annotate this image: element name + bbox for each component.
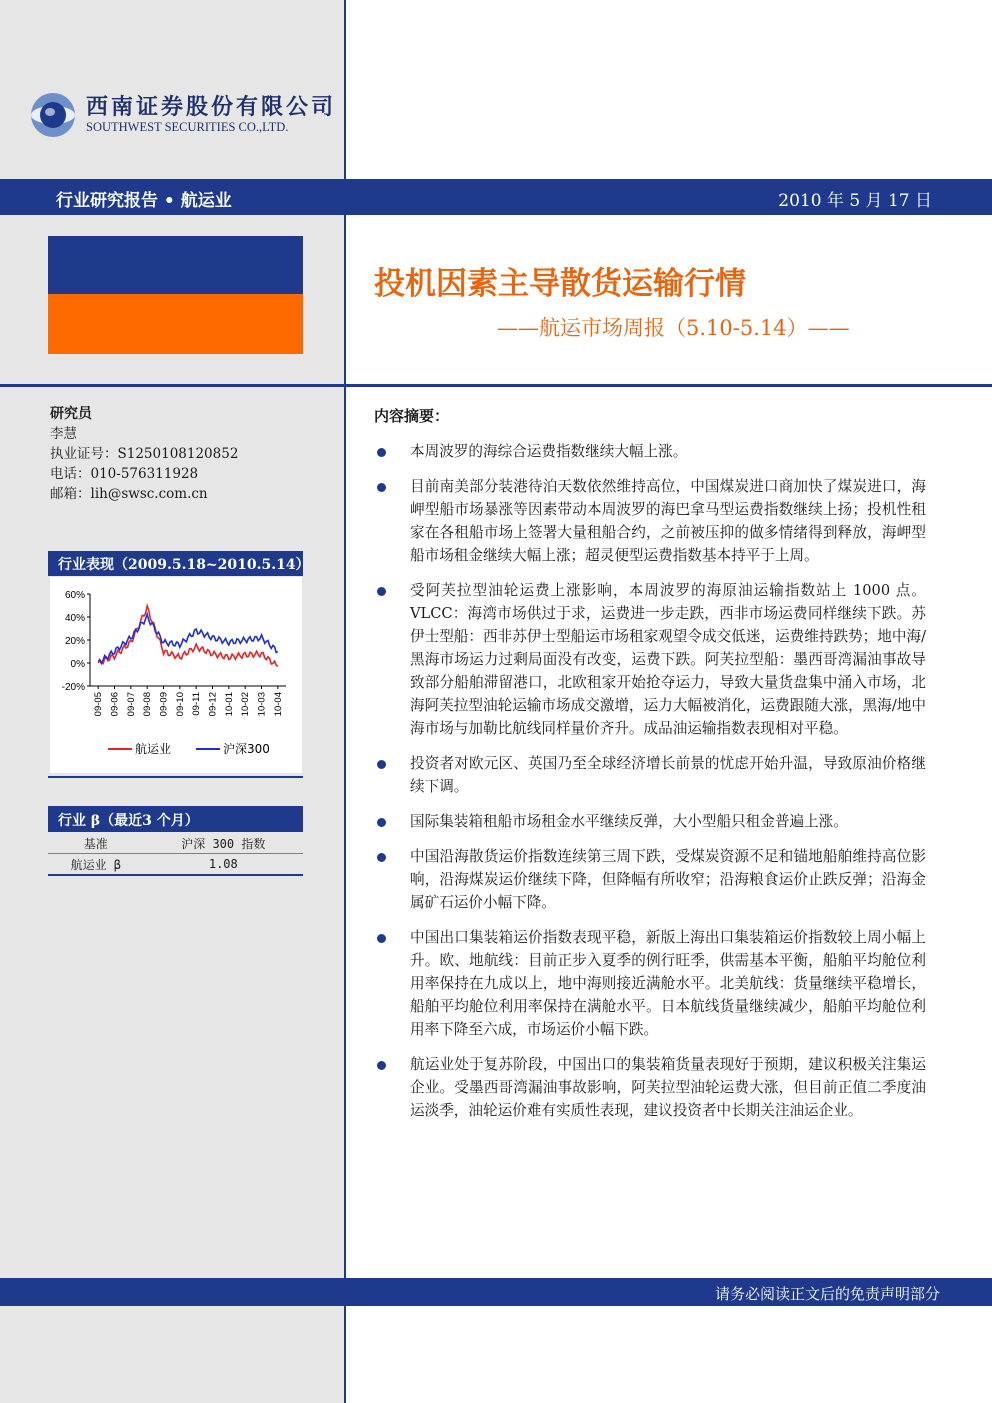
company-name-cn: 西南证券股份有限公司 — [86, 94, 337, 120]
performance-chart — [50, 577, 302, 773]
report-subtitle: ——航运市场周报（5.10-5.14）—— — [497, 316, 850, 340]
x-tick-label: 10-04 — [272, 692, 284, 717]
y-tick-label: 60% — [64, 590, 85, 601]
bullet-icon — [377, 818, 386, 827]
beta-table-row — [48, 854, 303, 876]
summary-item — [374, 926, 926, 1041]
analyst-info — [50, 404, 340, 504]
y-tick-label: -20% — [61, 682, 85, 693]
header-band — [0, 179, 992, 215]
performance-heading-bar — [48, 551, 310, 576]
beta-col1-header: 基准 — [48, 833, 144, 854]
bullet-icon — [377, 587, 386, 596]
report-date: 2010 年 5 月 17 日 — [778, 191, 932, 211]
performance-heading: 行业表现（2009.5.18~2010.5.14） — [58, 557, 310, 573]
bullet-icon — [377, 1061, 386, 1070]
x-tick-label: 09-05 — [93, 692, 105, 717]
y-tick-label: 40% — [64, 613, 85, 624]
report-type: 行业研究报告 • 航运业 — [56, 191, 232, 211]
footer-band — [0, 1278, 992, 1306]
beta-row-label: 航运业 β — [48, 854, 144, 876]
legend-label: 航运业 — [135, 742, 172, 756]
series-line-csi300 — [98, 614, 278, 663]
x-tick-label: 09-11 — [191, 692, 203, 716]
analyst-email[interactable]: 邮箱：lih@swsc.com.cn — [50, 486, 208, 502]
x-tick-label: 10-01 — [223, 692, 235, 717]
company-name-en: SOUTHWEST SECURITIES CO.,LTD. — [86, 120, 289, 134]
summary-item-text: 中国沿海散货运价指数连续第三周下跌，受煤炭资源不足和锚地船舶维持高位影响，沿海煤炭运价继续下降，但降幅有所收窄；沿海粮食运价止跌反弹；沿海金属矿石运价小幅下降。 — [410, 848, 926, 911]
summary-item-text: 本周波罗的海综合运费指数继续大幅上涨。 — [410, 443, 688, 460]
x-tick-label: 09-10 — [174, 692, 186, 717]
bullet-icon — [377, 448, 386, 457]
bullet-icon — [377, 934, 386, 943]
summary-item-text: 目前南美部分装港待泊天数依然维持高位，中国煤炭进口商加快了煤炭进口，海岬型船市场暴涨等因素带动本周波罗的海巴拿马型运费指数继续上扬；投机性租家在各租船市场上签署大量租船合约，之前被压抑的做多情绪得到释放，海岬型船市场租金继续大幅上涨；超灵便型运费指数基本持平于上周。 — [410, 478, 926, 564]
summary-item — [374, 752, 926, 798]
x-tick-label: 09-12 — [207, 692, 219, 717]
y-tick-label: 0% — [70, 659, 85, 670]
bullet-icon — [377, 853, 386, 862]
beta-row-value: 1.08 — [144, 854, 303, 876]
beta-col2-header: 沪深 300 指数 — [144, 833, 303, 854]
beta-heading: 行业 β（最近3 个月） — [58, 813, 199, 829]
beta-table — [48, 833, 303, 876]
x-tick-label: 09-07 — [125, 692, 137, 717]
analyst-name: 李慧 — [50, 426, 77, 442]
company-logo — [28, 90, 338, 150]
summary-item-text: 国际集装箱租船市场租金水平继续反弹，大小型船只租金普遍上涨。 — [410, 813, 848, 830]
x-tick-label: 10-02 — [240, 692, 252, 717]
analyst-phone: 电话：010-576311928 — [50, 466, 199, 482]
summary-item — [374, 475, 926, 567]
summary-item — [374, 440, 926, 463]
horizontal-divider — [0, 384, 992, 387]
disclaimer-notice[interactable]: 请务必阅读正文后的免责声明部分 — [714, 1285, 940, 1303]
bullet-icon — [377, 483, 386, 492]
summary-item — [374, 810, 926, 833]
x-tick-label: 09-08 — [142, 692, 154, 717]
bullet-icon — [377, 760, 386, 769]
x-tick-label: 09-06 — [109, 692, 121, 717]
globe-logo-icon — [28, 90, 78, 140]
analyst-heading: 研究员 — [50, 406, 92, 422]
x-tick-label: 10-03 — [256, 692, 268, 717]
decor-block-orange — [48, 294, 303, 354]
beta-heading-bar — [48, 806, 303, 832]
summary-item-text: 受阿芙拉型油轮运费上涨影响，本周波罗的海原油运输指数站上 1000 点。VLCC：海湾市场供过于求，运费进一步走跌，西非市场运费同样继续下跌。苏伊士型船：西非苏伊士型船运市场租家观望令成交低迷，运费维持跌势；地中海/黑海市场运力过剩局面没有改变，运费下跌。阿芙拉型船：墨西哥湾漏油事故导致部分船舶滞留港口，北欧租家开始抢夺运力，导致大量货盘集中涌入市场，北海阿芙拉型油轮运输市场成交激增，运力大幅被消化，运费跟随大涨，黑海/地中海市场与加勒比航线同样量价齐升。成品油运输指数表现相对平稳。 — [410, 582, 926, 737]
summary-item — [374, 1053, 926, 1122]
beta-table-header-row — [48, 833, 303, 854]
summary-item — [374, 579, 926, 740]
legend-label: 沪深300 — [223, 742, 270, 756]
decor-block-blue — [48, 236, 303, 294]
summary-item — [374, 845, 926, 914]
summary-item-text: 投资者对欧元区、英国乃至全球经济增长前景的忧虑开始升温，导致原油价格继续下调。 — [410, 755, 926, 795]
report-title: 投机因素主导散货运输行情 — [374, 266, 746, 302]
summary-item-text: 中国出口集装箱运价指数表现平稳，新版上海出口集装箱运价指数较上周小幅上升。欧、地航线：目前正步入夏季的例行旺季，供需基本平衡，船舶平均舱位利用率保持在九成以上，地中海则接近满舱水平。北美航线：货量继续平稳增长，船舶平均舱位利用率保持在满舱水平。日本航线货量继续减少，船舶平均舱位利用率下降至六成，市场运价小幅下跌。 — [410, 929, 926, 1038]
summary-list — [374, 440, 926, 1134]
x-tick-label: 09-09 — [158, 692, 170, 717]
summary-heading: 内容摘要： — [374, 407, 450, 425]
y-tick-label: 20% — [64, 636, 85, 647]
summary-item-text: 航运业处于复苏阶段，中国出口的集装箱货量表现好于预期，建议积极关注集运企业。受墨西哥湾漏油事故影响，阿芙拉型油轮运费大涨，但目前正值二季度油运淡季，油轮运价难有实质性表现，建议投资者中长期关注油运企业。 — [410, 1056, 926, 1119]
performance-bottom-rule — [48, 776, 303, 778]
analyst-license: 执业证号：S1250108120852 — [50, 446, 239, 462]
chart-svg — [50, 577, 302, 773]
